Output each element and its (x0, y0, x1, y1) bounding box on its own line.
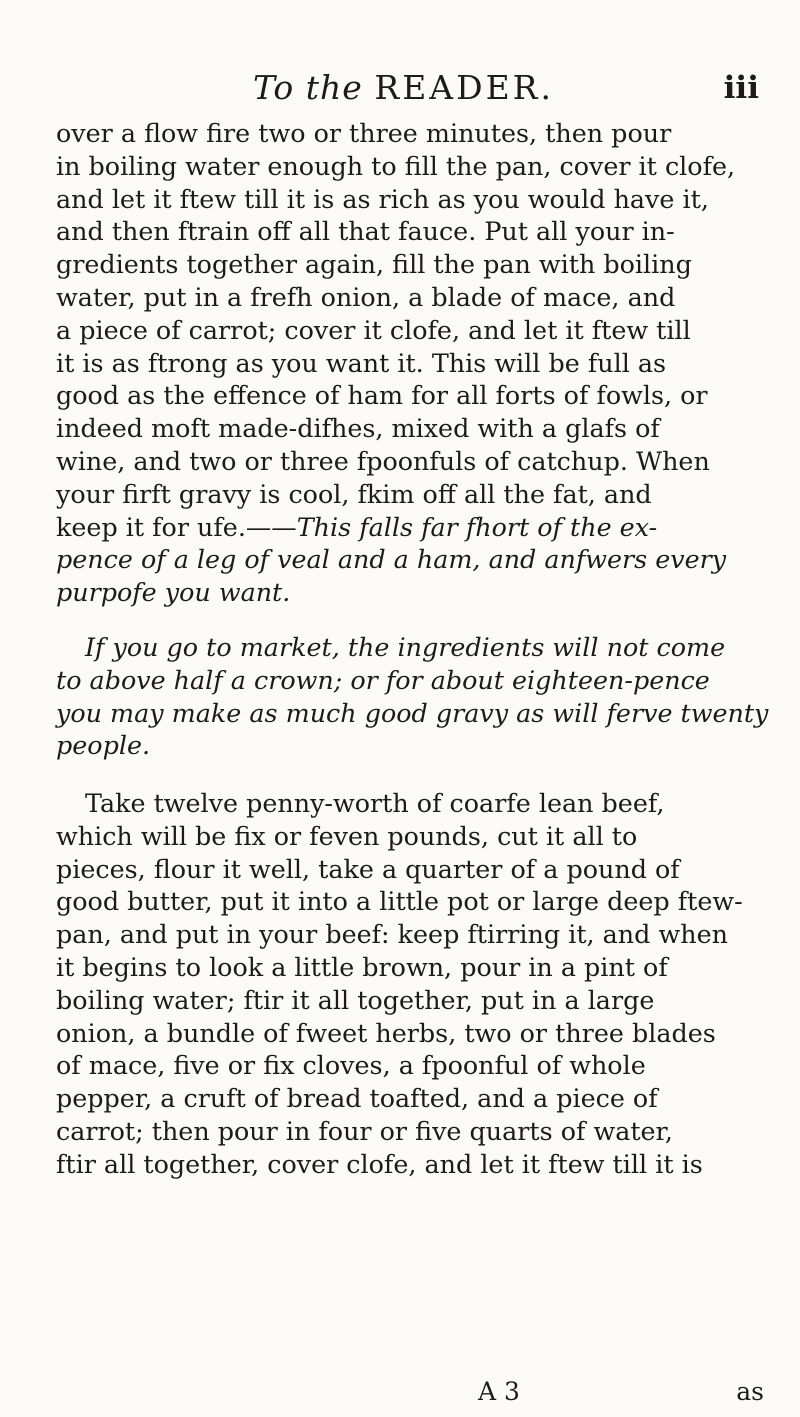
running-head (40, 68, 767, 114)
text-line: water, put in a frefh onion, a blade of mace, and (56, 281, 676, 312)
running-title (40, 68, 767, 107)
text-line: wine, and two or three fpoonfuls of catchup. When (56, 445, 710, 476)
text-line: your firft gravy is cool, fkim off all the fat, and (56, 478, 652, 509)
signature-mark: A 3 (478, 1377, 520, 1406)
paragraph-cost-note (56, 631, 769, 762)
text-line: gredients together again, fill the pan with boiling (56, 249, 692, 280)
text-line: a piece of carrot; cover it clofe, and let it ftew till (56, 314, 691, 345)
text-line: over a flow fire two or three minutes, then pour (56, 118, 672, 148)
text-line: good as the effence of ham for all forts of fowls, or (56, 380, 708, 411)
paragraph-gravy-method (56, 117, 764, 609)
text-line: purpofe you want. (56, 577, 291, 608)
text-line: in boiling water enough to fill the pan, cover it clofe, (56, 150, 736, 181)
text-line: If you go to market, the ingredients will not come (85, 632, 726, 662)
text-line-mixed (56, 511, 764, 544)
page-footer (56, 1377, 764, 1409)
text-line: people. (56, 730, 151, 761)
text-line: pepper, a cruft of bread toafted, and a piece of (56, 1083, 658, 1114)
running-title-prefix: To the (252, 68, 363, 107)
text-line: it begins to look a little brown, pour in a pint of (56, 951, 668, 982)
text-line: and then ftrain off all that fauce. Put all your in- (56, 216, 675, 247)
text-line: you may make as much good gravy as will ferve twenty (56, 697, 769, 728)
text-line: of mace, five or fix cloves, a fpoonful of whole (56, 1050, 646, 1081)
text-roman: keep it for ufe.—— (56, 511, 297, 542)
text-line: indeed moft made-difhes, mixed with a glafs of (56, 413, 660, 444)
paragraph-beef-gravy (56, 787, 764, 1181)
text-line: pence of a leg of veal and a ham, and anfwers every (56, 544, 727, 575)
text-line: good butter, put it into a little pot or large deep ftew- (56, 886, 743, 917)
text-line: and let it ftew till it is as rich as you would have it, (56, 183, 709, 214)
catchword: as (736, 1377, 764, 1406)
text-line: ftir all together, cover clofe, and let it ftew till it is (56, 1148, 703, 1179)
text-line: Take twelve penny-worth of coarfe lean beef, (85, 788, 665, 818)
text-line: carrot; then pour in four or five quarts of water, (56, 1115, 673, 1146)
page-number: iii (723, 70, 759, 106)
text-line: pieces, flour it well, take a quarter of a pound of (56, 853, 680, 884)
text-italic: This falls far fhort of the ex- (296, 511, 658, 542)
text-line: pan, and put in your beef: keep ftirring it, and when (56, 919, 728, 950)
text-line: boiling water; ftir it all together, put in a large (56, 984, 655, 1015)
text-line: to above half a crown; or for about eighteen-pence (56, 664, 710, 695)
text-line: it is as ftrong as you want it. This will be full as (56, 347, 667, 378)
running-title-main: READER. (374, 68, 554, 107)
text-line: onion, a bundle of fweet herbs, two or three blades (56, 1017, 716, 1048)
text-line: which will be fix or feven pounds, cut it all to (56, 820, 638, 851)
